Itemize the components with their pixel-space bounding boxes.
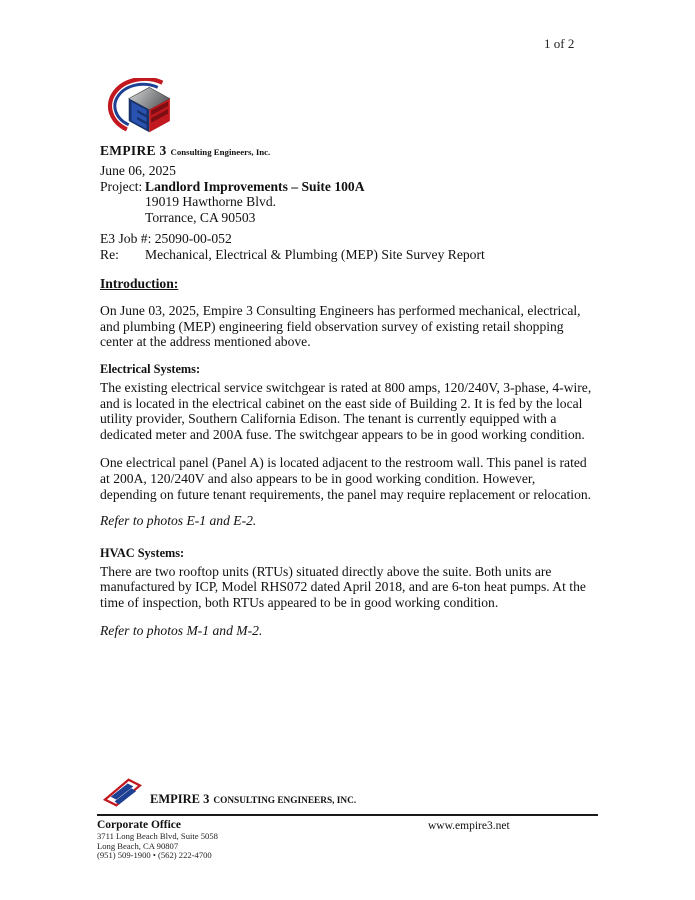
footer-website: www.empire3.net bbox=[428, 820, 510, 832]
footer-company-name: EMPIRE 3 bbox=[150, 792, 210, 806]
project-block bbox=[100, 179, 594, 226]
re-subject: Mechanical, Electrical & Plumbing (MEP) Site Survey Report bbox=[145, 246, 485, 262]
electrical-paragraph-1: The existing electrical service switchgear is rated at 800 amps, 120/240V, 3-phase, 4-wire, and is located in the electrical cabinet on the east side of Building 2. It is fed by the local utility provider, Southern California Edison. The tenant is currently equipped with a dedicated meter and 200A fuse. The switchgear appears to be in good working condition. bbox=[100, 379, 592, 442]
company-suffix: Consulting Engineers, Inc. bbox=[170, 147, 271, 157]
project-label: Project: bbox=[100, 178, 143, 194]
hvac-paragraph-1: There are two rooftop units (RTUs) situated directly above the suite. Both units are manufactured by ICP, Model RHS072 dated April 2018, and are 6-ton heat pumps. At the time of inspection, both RTUs appeared to be in good working condition. bbox=[100, 563, 586, 610]
electrical-photo-note: Refer to photos E-1 and E-2. bbox=[100, 513, 257, 529]
re-label: Re: bbox=[100, 246, 119, 262]
footer-columns bbox=[97, 816, 598, 861]
footer-brand bbox=[97, 776, 598, 810]
project-name: Landlord Improvements – Suite 100A bbox=[145, 178, 365, 194]
letter-body bbox=[100, 158, 594, 639]
footer-company-line bbox=[150, 790, 356, 808]
page-number: 1 of 2 bbox=[544, 36, 575, 51]
company-name: EMPIRE 3 bbox=[100, 143, 167, 158]
empire3-footer-logo-icon bbox=[100, 776, 144, 810]
electrical-heading: Electrical Systems: bbox=[100, 361, 201, 376]
footer-address-line2: Long Beach, CA 90807 bbox=[97, 840, 179, 851]
job-number: E3 Job #: 25090-00-052 bbox=[100, 231, 232, 247]
introduction-heading: Introduction: bbox=[100, 275, 179, 291]
empire3-logo-icon bbox=[100, 78, 178, 136]
letter-date: June 06, 2025 bbox=[100, 163, 176, 178]
project-address-line2: Torrance, CA 90503 bbox=[145, 209, 256, 225]
footer-company-suffix: CONSULTING ENGINEERS, INC. bbox=[213, 796, 357, 806]
project-row bbox=[100, 179, 594, 195]
footer-phones: (951) 509-1900 • (562) 222-4700 bbox=[97, 850, 212, 861]
hvac-heading: HVAC Systems: bbox=[100, 545, 185, 560]
hvac-photo-note: Refer to photos M-1 and M-2. bbox=[100, 623, 263, 639]
footer-address-line1: 3711 Long Beach Blvd, Suite 5058 bbox=[97, 831, 218, 841]
project-address-line1: 19019 Hawthorne Blvd. bbox=[145, 194, 277, 210]
introduction-paragraph: On June 03, 2025, Empire 3 Consulting Engineers has performed mechanical, electrical, and plumbing (MEP) engineering field observation survey of existing retail shopping center at the address mentioned above. bbox=[100, 303, 581, 350]
footer-office-block bbox=[97, 819, 598, 861]
letterhead bbox=[100, 78, 270, 160]
re-row bbox=[100, 247, 594, 263]
footer bbox=[97, 776, 598, 861]
electrical-paragraph-2: One electrical panel (Panel A) is located adjacent to the restroom wall. This panel is rated at 200A, 120/240V and also appears to be in good working condition. However, depending on future tenant requirements, the panel may require replacement or relocation. bbox=[100, 455, 592, 502]
footer-office-title: Corporate Office bbox=[97, 819, 181, 831]
